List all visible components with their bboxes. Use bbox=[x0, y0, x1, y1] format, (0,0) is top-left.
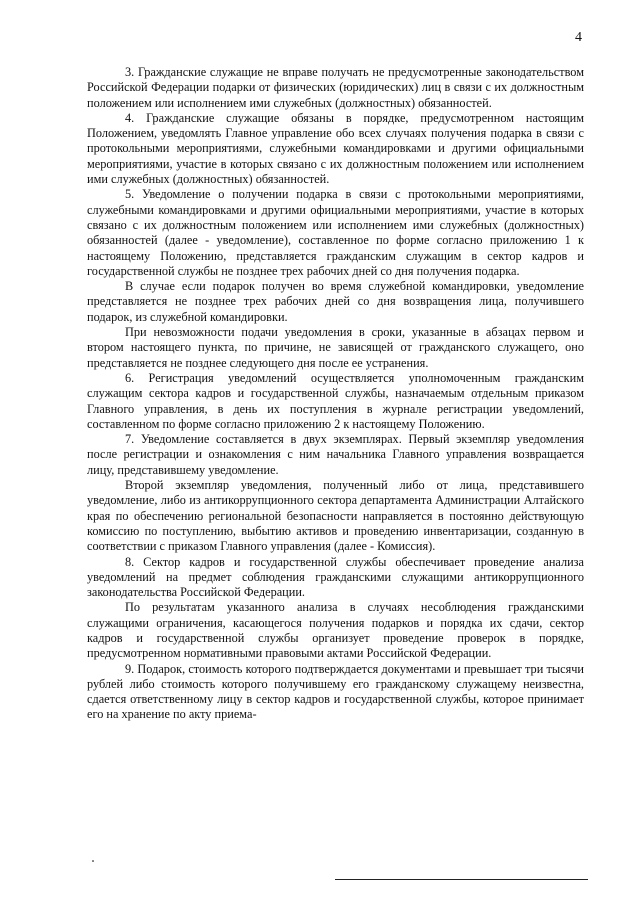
paragraph-9: 9. Подарок, стоимость которого подтверждается документами и превышает три тысячи рублей либо стоимость которого получившему его гражданскому служащему неизвестна, сдается ответственному лицу в сектор кадров и государственной службы, которое принимает его на хранение по акту приема- bbox=[87, 661, 584, 722]
paragraph-5-impossibility: При невозможности подачи уведомления в сроки, указанные в абзацах первом и втором настоящего пункта, по причине, не зависящей от гражданского служащего, оно представляется не позднее следующего дня после ее устранения. bbox=[87, 325, 584, 370]
paragraph-7-second-copy: Второй экземпляр уведомления, полученный либо от лица, представившего уведомление, либо из антикоррупционного сектора департамента Администрации Алтайского края по обеспечению региональной безопасности направляется в постоянно действующую комиссию по поступлению, выбытию активов и проведению инвентаризации, созданную в соответствии с приказом Главного управления (далее - Комиссия). bbox=[87, 478, 584, 554]
scan-speck bbox=[92, 860, 94, 862]
paragraph-8-analysis-results: По результатам указанного анализа в случаях несоблюдения гражданскими служащими ограничения, касающегося получения подарков и порядка их сдачи, сектор кадров и государственной службы организует проведение проверок в порядке, предусмотренном нормативными правовыми актами Российской Федерации. bbox=[87, 600, 584, 661]
footer-rule bbox=[335, 879, 588, 880]
page-number: 4 bbox=[575, 30, 582, 45]
paragraph-7: 7. Уведомление составляется в двух экземплярах. Первый экземпляр уведомления после регистрации и ознакомления с ним начальника Главного управления возвращается лицу, представившему уведомление. bbox=[87, 432, 584, 477]
document-body bbox=[87, 65, 584, 723]
paragraph-8: 8. Сектор кадров и государственной службы обеспечивает проведение анализа уведомлений на предмет соблюдения гражданскими служащими антикоррупционного законодательства Российской Федерации. bbox=[87, 554, 584, 600]
paragraph-5: 5. Уведомление о получении подарка в связи с протокольными мероприятиями, служебными командировками и другими официальными мероприятиями, участие в которых связано с их должностным положением или исполнением ими служебных (должностных) обязанностей (далее - уведомление), составленное по форме согласно приложению 1 к настоящему Положению, представляется гражданским служащим в сектор кадров и государственной службы не позднее трех рабочих дней со дня получения подарка. bbox=[87, 187, 584, 278]
paragraph-3: 3. Гражданские служащие не вправе получать не предусмотренные законодательством Российской Федерации подарки от физических (юридических) лиц в связи с их должностным положением или исполнением ими служебных (должностных) обязанностей. bbox=[87, 65, 584, 110]
paragraph-5-business-trip: В случае если подарок получен во время служебной командировки, уведомление представляется не позднее трех рабочих дней со дня возвращения лица, получившего подарок, из служебной командировки. bbox=[87, 279, 584, 324]
paragraph-6: 6. Регистрация уведомлений осуществляется уполномоченным гражданским служащим сектора кадров и государственной службы, назначаемым отдельным приказом Главного управления, в день их поступления в журнале регистрации уведомлений, составленном по форме согласно приложению 2 к настоящему Положению. bbox=[87, 370, 584, 431]
paragraph-4: 4. Гражданские служащие обязаны в порядке, предусмотренном настоящим Положением, уведомлять Главное управление обо всех случаях получения подарка в связи с протокольными мероприятиями, служебными командировками и другими официальными мероприятиями, участие в которых связано с их должностным положением или исполнением ими служебных (должностных) обязанностей. bbox=[87, 110, 584, 187]
